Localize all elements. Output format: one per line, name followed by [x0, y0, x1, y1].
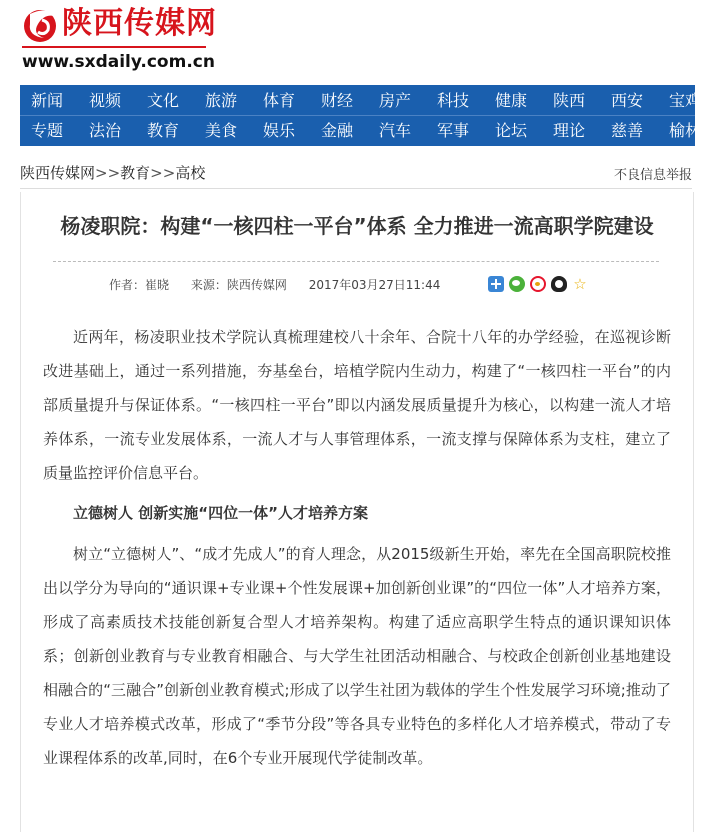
logo-underline — [22, 46, 206, 48]
nav-item[interactable]: 慈善 — [611, 121, 644, 140]
nav-item[interactable]: 理论 — [553, 121, 586, 140]
nav-item[interactable]: 榆林 — [669, 121, 702, 140]
wechat-icon[interactable] — [509, 276, 525, 292]
nav-item[interactable]: 教育 — [147, 121, 180, 140]
nav-item[interactable]: 金融 — [321, 121, 354, 140]
article-paragraph: 近两年，杨凌职业技术学院认真梳理建校八十余年、合院十八年的办学经验，在巡视诊断改进基础上，通过一系列措施，夯基垒台，培植学院内生动力，构建了“一核四柱一平台”的内部质量提升与保证体系。“一核四柱一平台”即以内涵发展质量提升为核心，以构建一流人才培养体系，一流专业发展体系，一流人才与人事管理体系，一流支撑与保障体系为支柱，建立了质量监控评价信息平台。 — [43, 328, 671, 482]
breadcrumb-separator: >> — [95, 164, 121, 182]
article-body — [43, 320, 671, 775]
article-date: 2017年03月27日11:44 — [308, 278, 441, 292]
title-divider — [53, 261, 659, 262]
breadcrumb-section-link[interactable]: 教育 — [120, 164, 151, 182]
breadcrumb-divider — [20, 188, 692, 189]
nav-item[interactable]: 财经 — [321, 91, 354, 110]
logo-icon[interactable] — [20, 4, 60, 44]
nav-item[interactable]: 美食 — [205, 121, 238, 140]
article-subheading: 立德树人 创新实施“四位一体”人才培养方案 — [73, 504, 368, 522]
breadcrumb-bar — [20, 158, 692, 188]
site-url[interactable]: www.sxdaily.com.cn — [22, 52, 215, 72]
site-header — [0, 0, 695, 84]
qq-icon[interactable] — [551, 276, 567, 292]
nav-item[interactable]: 娱乐 — [263, 121, 296, 140]
share-toolbar — [488, 276, 593, 292]
main-nav — [20, 85, 702, 146]
nav-item[interactable]: 陕西 — [553, 91, 586, 110]
article-source: 来源：陕西传媒网 — [190, 278, 287, 292]
nav-item[interactable]: 房产 — [379, 91, 412, 110]
breadcrumb — [20, 162, 205, 183]
nav-item[interactable]: 专题 — [31, 121, 64, 140]
breadcrumb-subsection-link[interactable]: 高校 — [175, 164, 206, 182]
nav-item[interactable]: 新闻 — [31, 91, 64, 110]
article-title: 杨凌职院：构建“一核四柱一平台”体系 全力推进一流高职学院建设 — [60, 214, 654, 238]
nav-item[interactable]: 汽车 — [379, 121, 412, 140]
nav-item[interactable]: 西安 — [611, 91, 644, 110]
nav-item[interactable]: 论坛 — [495, 121, 528, 140]
nav-item[interactable]: 军事 — [437, 121, 470, 140]
nav-item[interactable]: 健康 — [495, 91, 528, 110]
nav-item[interactable]: 科技 — [437, 91, 470, 110]
article-paragraph: 树立“立德树人”、“成才先成人”的育人理念，从2015级新生开始，率先在全国高职院校推出以学分为导向的“通识课+专业课+个性发展课+加创新创业课”的“四位一体”人才培养方案，形成了高素质技术技能创新复合型人才培养架构。构建了适应高职学生特点的通识课知识体系；创新创业教育与专业教育相融合、与大学生社团活动相融合、与校政企创新创业基地建设相融合的“三融合”创新创业教育模式;形成了以学生社团为载体的学生个性发展学习环境;推动了专业人才培养模式改革，形成了“季节分段”等各具专业特色的多样化人才培养模式，带动了专业课程体系的改革,同时，在6个专业开展现代学徒制改革。 — [43, 545, 671, 767]
nav-item[interactable]: 视频 — [89, 91, 122, 110]
article-author: 作者：崔晓 — [109, 278, 170, 292]
nav-item[interactable]: 文化 — [147, 91, 180, 110]
report-link[interactable]: 不良信息举报 — [613, 168, 692, 183]
article-meta — [109, 276, 458, 293]
breadcrumb-site-link[interactable]: 陕西传媒网 — [20, 164, 96, 182]
nav-item[interactable]: 宝鸡 — [669, 91, 702, 110]
nav-item[interactable]: 法治 — [89, 121, 122, 140]
site-logo-name[interactable]: 陕西传媒网 — [62, 6, 217, 41]
nav-item[interactable]: 旅游 — [205, 91, 238, 110]
plus-icon[interactable] — [488, 276, 504, 292]
article — [20, 192, 694, 832]
nav-item[interactable]: 体育 — [263, 91, 296, 110]
weibo-icon[interactable] — [530, 276, 546, 292]
breadcrumb-separator: >> — [150, 164, 176, 182]
star-icon[interactable]: ☆ — [573, 275, 587, 293]
